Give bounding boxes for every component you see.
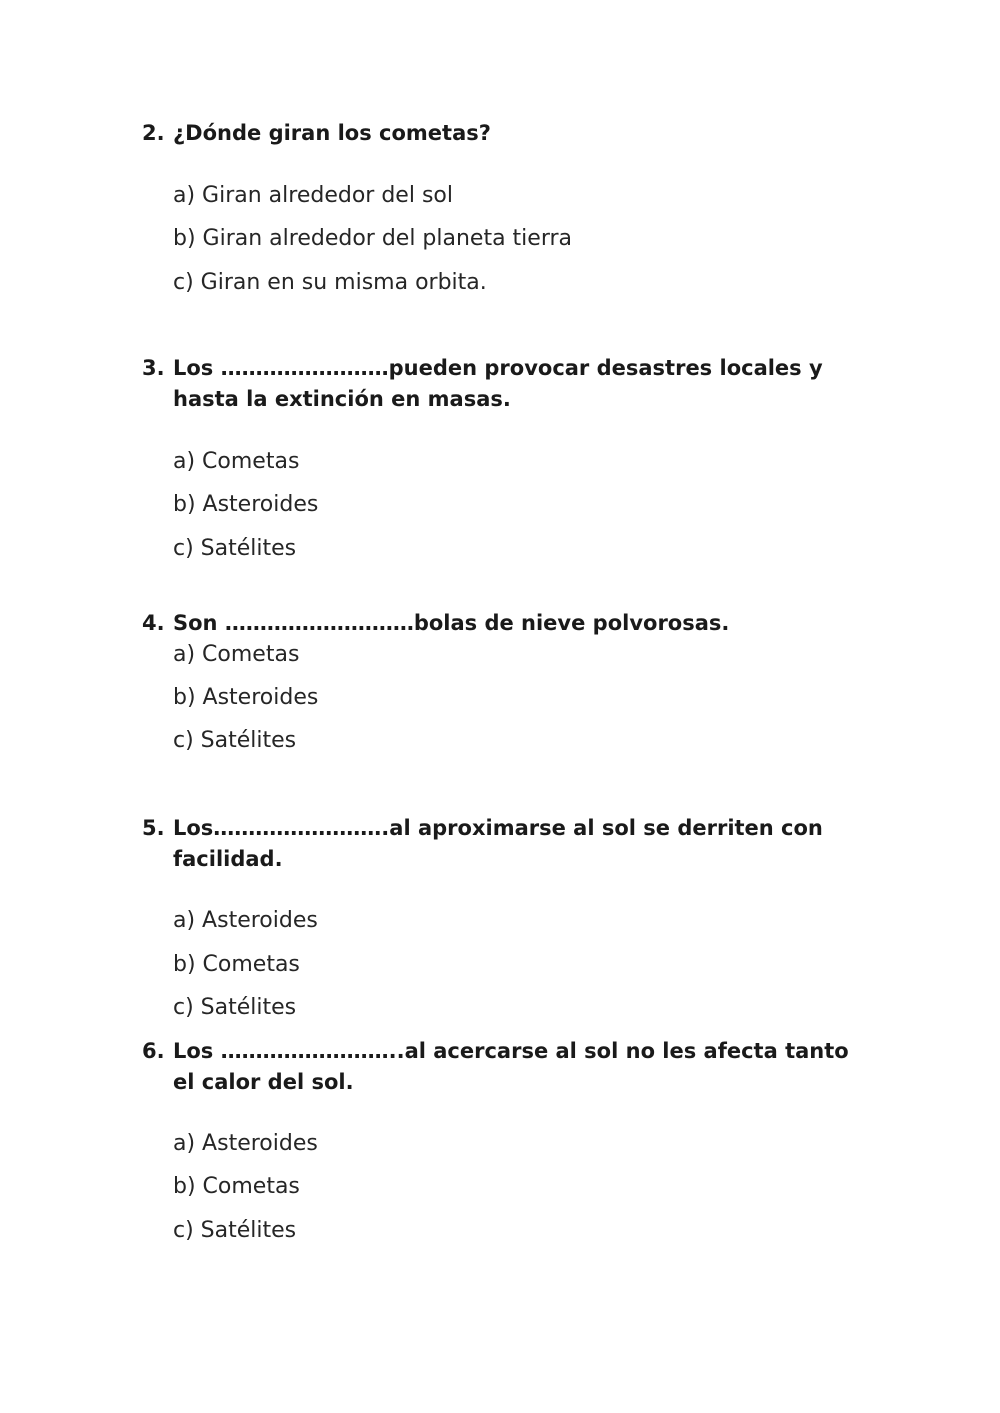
- question-5-title: [142, 813, 862, 875]
- question-6-option-c: c) Satélites: [173, 1218, 297, 1243]
- question-text: Los ……………………pueden provocar desastres locales y hasta la extinción en masas.: [173, 356, 823, 411]
- question-number: 4.: [142, 611, 165, 635]
- question-6-title: [142, 1036, 862, 1098]
- question-text: ¿Dónde giran los cometas?: [173, 121, 491, 145]
- question-5-option-a: a) Asteroides: [173, 908, 318, 933]
- question-5-option-c: c) Satélites: [173, 995, 297, 1020]
- question-4-option-b: b) Asteroides: [173, 685, 319, 710]
- question-text: Son ………………………bolas de nieve polvorosas.: [173, 611, 730, 635]
- question-text: Los ……………………..al acercarse al sol no les afecta tanto el calor del sol.: [173, 1039, 849, 1094]
- question-2-title: [142, 118, 862, 149]
- question-number: 2.: [142, 121, 165, 145]
- question-text: Los…………………….al aproximarse al sol se derriten con facilidad.: [173, 816, 823, 871]
- question-3-option-c: c) Satélites: [173, 536, 297, 561]
- question-3-title: [142, 353, 862, 415]
- question-6-option-b: b) Cometas: [173, 1174, 300, 1199]
- question-2-option-a: a) Giran alrededor del sol: [173, 183, 453, 208]
- question-number: 5.: [142, 816, 165, 840]
- question-6-option-a: a) Asteroides: [173, 1131, 318, 1156]
- question-5-option-b: b) Cometas: [173, 952, 300, 977]
- question-3-option-a: a) Cometas: [173, 449, 300, 474]
- question-4-option-a: a) Cometas: [173, 642, 300, 667]
- question-2-option-c: c) Giran en su misma orbita.: [173, 270, 487, 295]
- question-4-title: [142, 608, 862, 639]
- question-number: 6.: [142, 1039, 165, 1063]
- question-number: 3.: [142, 356, 165, 380]
- question-2-option-b: b) Giran alrededor del planeta tierra: [173, 226, 573, 251]
- question-3-option-b: b) Asteroides: [173, 492, 319, 517]
- question-4-option-c: c) Satélites: [173, 728, 297, 753]
